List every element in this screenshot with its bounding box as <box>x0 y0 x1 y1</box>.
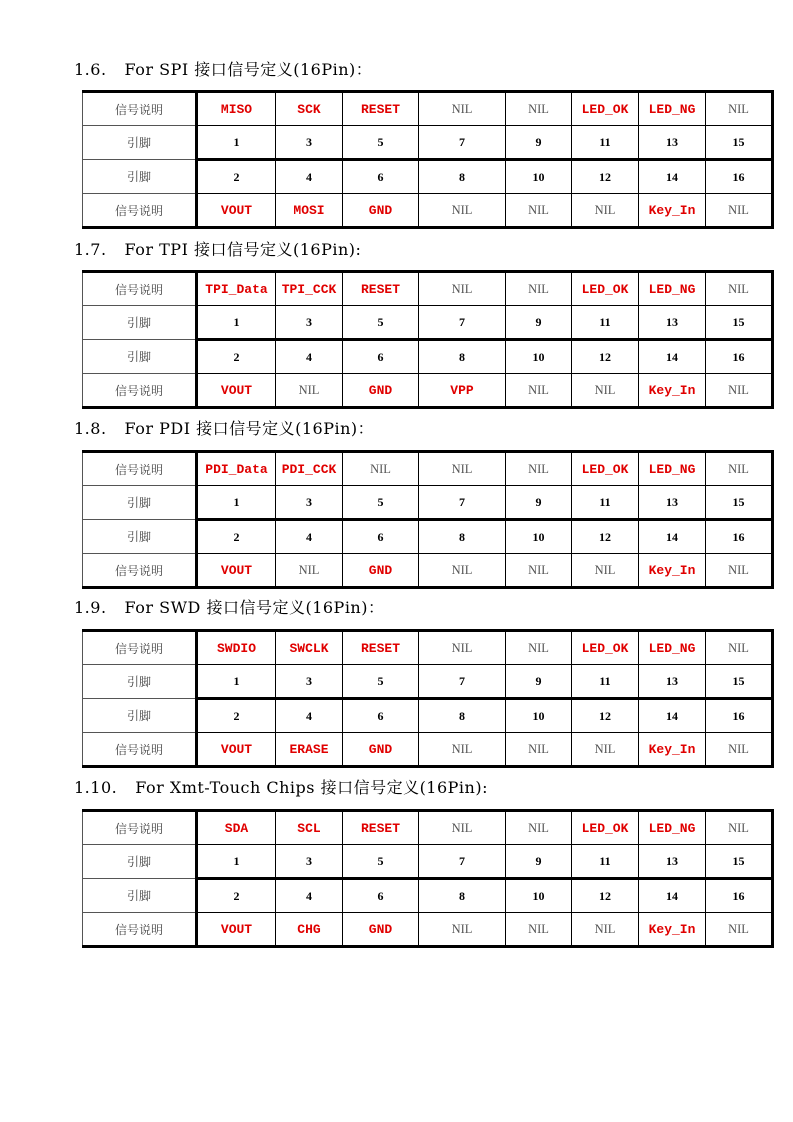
pin-table <box>82 809 774 948</box>
signal-cell: GND <box>343 733 419 767</box>
row-label: 引脚 <box>83 306 197 340</box>
table-row <box>83 306 773 340</box>
signal-cell: Key_In <box>639 733 706 767</box>
signal-cell: Key_In <box>639 554 706 588</box>
pin-number-cell: 13 <box>639 665 706 699</box>
pin-number-cell: 2 <box>197 699 276 733</box>
signal-cell: TPI_CCK <box>276 272 343 306</box>
pin-number-cell: 9 <box>506 845 572 879</box>
signal-cell: PDI_Data <box>197 452 276 486</box>
signal-cell: LED_NG <box>639 452 706 486</box>
signal-cell: NIL <box>506 631 572 665</box>
table-row <box>83 160 773 194</box>
section-heading <box>74 240 361 260</box>
section-heading <box>74 778 488 798</box>
signal-cell: NIL <box>706 452 773 486</box>
signal-cell: LED_OK <box>572 631 639 665</box>
pin-number-cell: 13 <box>639 126 706 160</box>
pin-number-cell: 12 <box>572 160 639 194</box>
section-number: 1.10. <box>74 778 118 797</box>
pin-number-cell: 5 <box>343 306 419 340</box>
table-row <box>83 126 773 160</box>
signal-cell: NIL <box>276 374 343 408</box>
table-row <box>83 879 773 913</box>
pin-number-cell: 13 <box>639 486 706 520</box>
pin-number-cell: 5 <box>343 665 419 699</box>
signal-cell: NIL <box>506 452 572 486</box>
pin-number-cell: 14 <box>639 699 706 733</box>
signal-cell: VOUT <box>197 913 276 947</box>
table-row <box>83 194 773 228</box>
pin-number-cell: 1 <box>197 306 276 340</box>
signal-cell: NIL <box>419 733 506 767</box>
pin-number-cell: 14 <box>639 160 706 194</box>
pin-number-cell: 9 <box>506 486 572 520</box>
pin-table <box>82 450 774 589</box>
signal-cell: NIL <box>419 913 506 947</box>
pin-number-cell: 1 <box>197 845 276 879</box>
signal-cell: NIL <box>506 194 572 228</box>
pin-number-cell: 8 <box>419 520 506 554</box>
signal-cell: NIL <box>572 913 639 947</box>
row-label: 信号说明 <box>83 913 197 947</box>
table-row <box>83 554 773 588</box>
pin-number-cell: 15 <box>706 486 773 520</box>
signal-cell: VPP <box>419 374 506 408</box>
pin-number-cell: 1 <box>197 486 276 520</box>
pin-number-cell: 3 <box>276 665 343 699</box>
signal-cell: NIL <box>572 733 639 767</box>
signal-cell: VOUT <box>197 374 276 408</box>
pin-number-cell: 8 <box>419 340 506 374</box>
pin-number-cell: 12 <box>572 879 639 913</box>
table-row <box>83 340 773 374</box>
signal-cell: NIL <box>506 913 572 947</box>
signal-cell: VOUT <box>197 554 276 588</box>
pin-number-cell: 12 <box>572 699 639 733</box>
signal-cell: NIL <box>572 554 639 588</box>
pin-number-cell: 2 <box>197 340 276 374</box>
pin-number-cell: 4 <box>276 699 343 733</box>
signal-cell: LED_OK <box>572 452 639 486</box>
pin-number-cell: 10 <box>506 340 572 374</box>
signal-cell: VOUT <box>197 194 276 228</box>
row-label: 引脚 <box>83 845 197 879</box>
row-label: 信号说明 <box>83 194 197 228</box>
pin-number-cell: 12 <box>572 340 639 374</box>
table-row <box>83 699 773 733</box>
section-title: For SWD 接口信号定义(16Pin)： <box>124 598 385 617</box>
pin-number-cell: 1 <box>197 126 276 160</box>
signal-cell: NIL <box>706 631 773 665</box>
signal-cell: GND <box>343 374 419 408</box>
pin-number-cell: 9 <box>506 665 572 699</box>
table-row <box>83 92 773 126</box>
table-row <box>83 520 773 554</box>
pin-number-cell: 2 <box>197 879 276 913</box>
pin-number-cell: 12 <box>572 520 639 554</box>
pin-number-cell: 15 <box>706 126 773 160</box>
pin-number-cell: 15 <box>706 306 773 340</box>
signal-cell: GND <box>343 554 419 588</box>
pin-number-cell: 10 <box>506 879 572 913</box>
pin-number-cell: 3 <box>276 126 343 160</box>
pin-number-cell: 4 <box>276 340 343 374</box>
pin-number-cell: 5 <box>343 845 419 879</box>
table-row <box>83 272 773 306</box>
row-label: 引脚 <box>83 520 197 554</box>
pin-number-cell: 5 <box>343 126 419 160</box>
row-label: 信号说明 <box>83 733 197 767</box>
pin-number-cell: 4 <box>276 160 343 194</box>
pin-number-cell: 14 <box>639 879 706 913</box>
pin-number-cell: 16 <box>706 160 773 194</box>
row-label: 引脚 <box>83 699 197 733</box>
signal-cell: PDI_CCK <box>276 452 343 486</box>
signal-cell: Key_In <box>639 374 706 408</box>
pin-number-cell: 1 <box>197 665 276 699</box>
pin-number-cell: 4 <box>276 879 343 913</box>
section-number: 1.7. <box>74 240 107 259</box>
table-row <box>83 811 773 845</box>
row-label: 引脚 <box>83 160 197 194</box>
signal-cell: NIL <box>419 92 506 126</box>
table-row <box>83 486 773 520</box>
table-row <box>83 665 773 699</box>
signal-cell: SCK <box>276 92 343 126</box>
signal-cell: NIL <box>419 194 506 228</box>
pin-number-cell: 7 <box>419 845 506 879</box>
signal-cell: NIL <box>506 733 572 767</box>
signal-cell: Key_In <box>639 913 706 947</box>
pin-number-cell: 10 <box>506 160 572 194</box>
pin-number-cell: 9 <box>506 126 572 160</box>
pin-number-cell: 13 <box>639 306 706 340</box>
section-title: For Xmt-Touch Chips 接口信号定义(16Pin): <box>135 778 488 797</box>
section-number: 1.6. <box>74 60 107 79</box>
signal-cell: NIL <box>506 811 572 845</box>
pin-number-cell: 9 <box>506 306 572 340</box>
pin-number-cell: 16 <box>706 340 773 374</box>
signal-cell: RESET <box>343 811 419 845</box>
pin-number-cell: 6 <box>343 699 419 733</box>
pin-number-cell: 11 <box>572 306 639 340</box>
pin-number-cell: 6 <box>343 340 419 374</box>
pin-number-cell: 3 <box>276 486 343 520</box>
row-label: 引脚 <box>83 665 197 699</box>
row-label: 引脚 <box>83 879 197 913</box>
signal-cell: NIL <box>276 554 343 588</box>
signal-cell: GND <box>343 194 419 228</box>
signal-cell: NIL <box>572 194 639 228</box>
signal-cell: NIL <box>572 374 639 408</box>
pin-number-cell: 5 <box>343 486 419 520</box>
pin-number-cell: 11 <box>572 665 639 699</box>
signal-cell: ERASE <box>276 733 343 767</box>
signal-cell: NIL <box>419 811 506 845</box>
signal-cell: VOUT <box>197 733 276 767</box>
signal-cell: SWCLK <box>276 631 343 665</box>
pin-number-cell: 7 <box>419 486 506 520</box>
signal-cell: SDA <box>197 811 276 845</box>
table-row <box>83 845 773 879</box>
section-heading <box>74 419 374 439</box>
pin-table <box>82 90 774 229</box>
pin-number-cell: 2 <box>197 160 276 194</box>
signal-cell: NIL <box>506 92 572 126</box>
signal-cell: NIL <box>706 374 773 408</box>
row-label: 信号说明 <box>83 631 197 665</box>
signal-cell: NIL <box>419 631 506 665</box>
signal-cell: NIL <box>506 554 572 588</box>
pin-number-cell: 7 <box>419 126 506 160</box>
row-label: 引脚 <box>83 486 197 520</box>
signal-cell: NIL <box>419 272 506 306</box>
signal-cell: SCL <box>276 811 343 845</box>
row-label: 信号说明 <box>83 92 197 126</box>
pin-number-cell: 7 <box>419 306 506 340</box>
section-number: 1.9. <box>74 598 107 617</box>
signal-cell: NIL <box>706 272 773 306</box>
row-label: 信号说明 <box>83 811 197 845</box>
row-label: 信号说明 <box>83 554 197 588</box>
pin-number-cell: 6 <box>343 879 419 913</box>
signal-cell: LED_OK <box>572 811 639 845</box>
section-title: For SPI 接口信号定义(16Pin)： <box>124 60 373 79</box>
pin-number-cell: 2 <box>197 520 276 554</box>
signal-cell: RESET <box>343 272 419 306</box>
pin-table <box>82 629 774 768</box>
table-row <box>83 913 773 947</box>
pin-number-cell: 16 <box>706 699 773 733</box>
pin-number-cell: 11 <box>572 486 639 520</box>
pin-number-cell: 15 <box>706 665 773 699</box>
pin-number-cell: 4 <box>276 520 343 554</box>
pin-number-cell: 14 <box>639 340 706 374</box>
signal-cell: NIL <box>506 374 572 408</box>
row-label: 引脚 <box>83 340 197 374</box>
pin-number-cell: 14 <box>639 520 706 554</box>
pin-number-cell: 3 <box>276 306 343 340</box>
signal-cell: NIL <box>506 272 572 306</box>
signal-cell: NIL <box>706 194 773 228</box>
row-label: 引脚 <box>83 126 197 160</box>
signal-cell: NIL <box>706 554 773 588</box>
signal-cell: LED_OK <box>572 272 639 306</box>
pin-number-cell: 11 <box>572 845 639 879</box>
signal-cell: NIL <box>706 733 773 767</box>
pin-number-cell: 6 <box>343 520 419 554</box>
signal-cell: NIL <box>706 913 773 947</box>
section-heading <box>74 60 372 80</box>
signal-cell: NIL <box>419 452 506 486</box>
pin-number-cell: 10 <box>506 699 572 733</box>
table-row <box>83 733 773 767</box>
section-number: 1.8. <box>74 419 107 438</box>
pin-number-cell: 16 <box>706 879 773 913</box>
signal-cell: NIL <box>706 811 773 845</box>
pin-number-cell: 3 <box>276 845 343 879</box>
signal-cell: GND <box>343 913 419 947</box>
signal-cell: LED_NG <box>639 811 706 845</box>
pin-number-cell: 8 <box>419 879 506 913</box>
row-label: 信号说明 <box>83 452 197 486</box>
pin-number-cell: 13 <box>639 845 706 879</box>
signal-cell: NIL <box>419 554 506 588</box>
pin-number-cell: 16 <box>706 520 773 554</box>
signal-cell: MOSI <box>276 194 343 228</box>
signal-cell: LED_NG <box>639 272 706 306</box>
signal-cell: RESET <box>343 92 419 126</box>
signal-cell: CHG <box>276 913 343 947</box>
section-heading <box>74 598 384 618</box>
section-title: For PDI 接口信号定义(16Pin)： <box>124 419 375 438</box>
signal-cell: NIL <box>706 92 773 126</box>
pin-table <box>82 270 774 409</box>
pin-number-cell: 7 <box>419 665 506 699</box>
table-row <box>83 631 773 665</box>
signal-cell: LED_NG <box>639 92 706 126</box>
pin-number-cell: 15 <box>706 845 773 879</box>
pin-number-cell: 8 <box>419 699 506 733</box>
signal-cell: LED_NG <box>639 631 706 665</box>
signal-cell: LED_OK <box>572 92 639 126</box>
table-row <box>83 374 773 408</box>
row-label: 信号说明 <box>83 272 197 306</box>
signal-cell: MISO <box>197 92 276 126</box>
signal-cell: TPI_Data <box>197 272 276 306</box>
pin-number-cell: 10 <box>506 520 572 554</box>
table-row <box>83 452 773 486</box>
row-label: 信号说明 <box>83 374 197 408</box>
section-title: For TPI 接口信号定义(16Pin): <box>124 240 362 259</box>
signal-cell: NIL <box>343 452 419 486</box>
pin-number-cell: 6 <box>343 160 419 194</box>
pin-number-cell: 8 <box>419 160 506 194</box>
pin-number-cell: 11 <box>572 126 639 160</box>
signal-cell: Key_In <box>639 194 706 228</box>
signal-cell: SWDIO <box>197 631 276 665</box>
signal-cell: RESET <box>343 631 419 665</box>
